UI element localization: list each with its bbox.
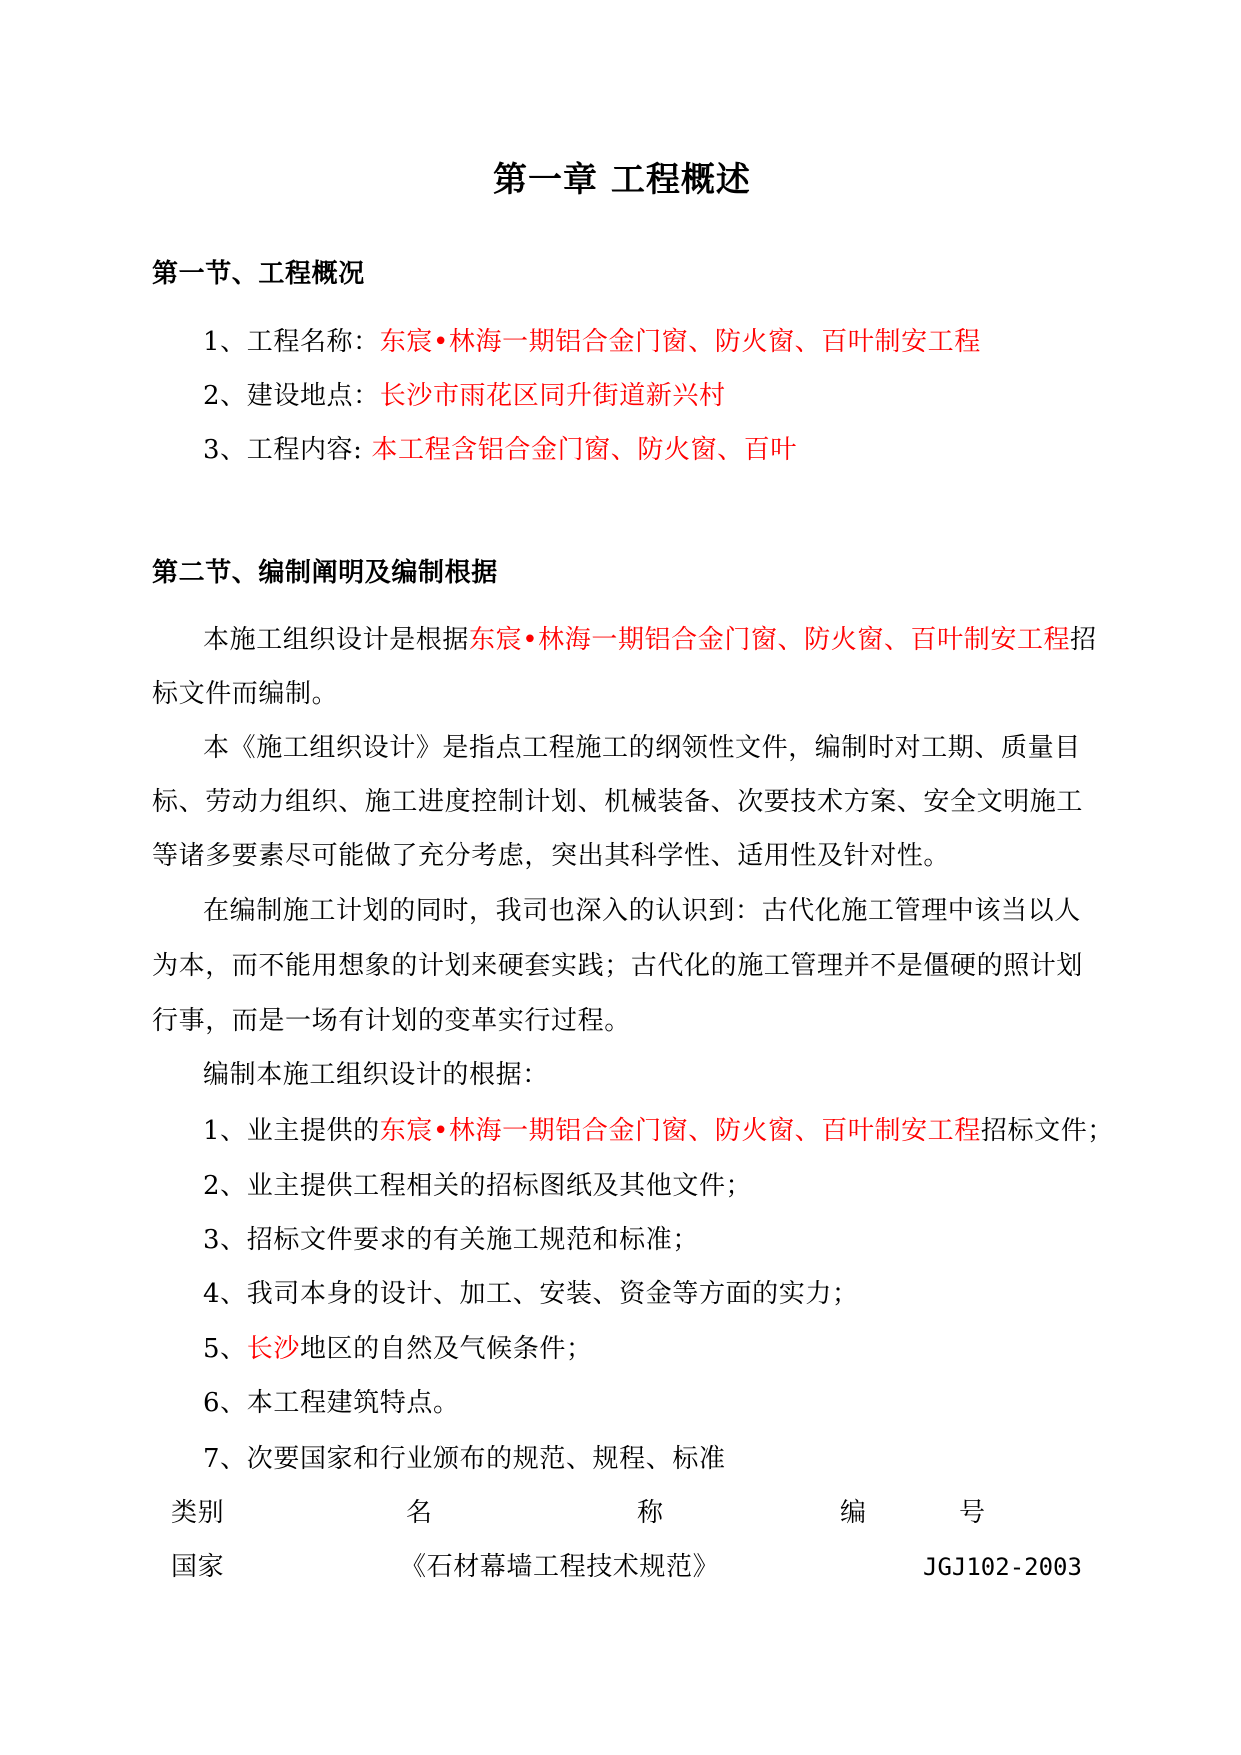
basis-item-text: 地区的自然及气候条件； bbox=[299, 1334, 593, 1364]
basis-item: 7、次要国家和行业颁布的规范、规程、标准 bbox=[203, 1444, 726, 1474]
paragraph3-line: 为本，而不能用想象的计划来硬套实践；古代化的施工管理并不是僵硬的照计划 bbox=[152, 951, 1084, 981]
section1-heading: 第一节、工程概况 bbox=[152, 259, 365, 289]
paragraph1-line bbox=[203, 622, 1097, 658]
overview-item-value: 长沙市雨花区同升街道新兴村 bbox=[379, 381, 726, 411]
overview-item-project-name bbox=[203, 324, 981, 360]
table-header-code-part: 编 bbox=[840, 1498, 867, 1528]
table-cell-code: JGJ102-2003 bbox=[923, 1553, 1082, 1581]
overview-item-location bbox=[203, 378, 726, 414]
basis-item-project-name: 东宸•林海一期铝合金门窗、防火窗、百叶制安工程 bbox=[379, 1116, 981, 1146]
overview-item-value: 东宸•林海一期铝合金门窗、防火窗、百叶制安工程 bbox=[379, 327, 981, 357]
paragraph2-line: 本《施工组织设计》是指点工程施工的纲领性文件，编制时对工期、质量目 bbox=[203, 733, 1081, 763]
chapter-title: 第一章 工程概述 bbox=[493, 160, 751, 200]
paragraph1-text: 招 bbox=[1070, 625, 1097, 655]
paragraph3-line: 在编制施工计划的同时，我司也深入的认识到：古代化施工管理中该当以人 bbox=[203, 896, 1081, 926]
basis-item: 2、业主提供工程相关的招标图纸及其他文件； bbox=[203, 1171, 753, 1201]
paragraph1-line: 标文件而编制。 bbox=[152, 679, 339, 709]
paragraph1-text: 本施工组织设计是根据 bbox=[203, 625, 470, 655]
overview-item-label: 1、工程名称： bbox=[203, 327, 380, 357]
overview-item-label: 3、工程内容: bbox=[203, 435, 372, 465]
table-header-name-part: 名 bbox=[406, 1498, 433, 1528]
table-cell-category: 国家 bbox=[171, 1552, 225, 1582]
paragraph3-line: 行事，而是一场有计划的变革实行过程。 bbox=[152, 1006, 631, 1036]
basis-intro: 编制本施工组织设计的根据： bbox=[203, 1060, 549, 1090]
basis-item: 6、本工程建筑特点。 bbox=[203, 1388, 460, 1418]
basis-item-text: 5、 bbox=[203, 1334, 247, 1364]
overview-item-value: 本工程含铝合金门窗、防火窗、百叶 bbox=[371, 435, 797, 465]
table-header-category: 类别 bbox=[171, 1498, 225, 1528]
paragraph2-line: 等诸多要素尽可能做了充分考虑，突出其科学性、适用性及针对性。 bbox=[152, 841, 951, 871]
basis-item-city: 长沙 bbox=[246, 1334, 300, 1364]
basis-item bbox=[203, 1331, 593, 1367]
basis-item: 4、我司本身的设计、加工、安装、资金等方面的实力； bbox=[203, 1279, 859, 1309]
overview-item-label: 2、建设地点： bbox=[203, 381, 380, 411]
table-header-code-part: 号 bbox=[959, 1498, 986, 1528]
table-header-name-part: 称 bbox=[637, 1498, 664, 1528]
table-cell-name: 《石材幕墙工程技术规范》 bbox=[400, 1552, 720, 1582]
paragraph1-project-name: 东宸•林海一期铝合金门窗、防火窗、百叶制安工程 bbox=[469, 625, 1071, 655]
basis-item bbox=[203, 1113, 1114, 1149]
paragraph2-line: 标、劳动力组织、施工进度控制计划、机械装备、次要技术方案、安全文明施工 bbox=[152, 787, 1084, 817]
basis-item-text: 招标文件； bbox=[980, 1116, 1114, 1146]
overview-item-scope bbox=[203, 432, 797, 468]
basis-item: 3、招标文件要求的有关施工规范和标准； bbox=[203, 1225, 699, 1255]
basis-item-text: 1、业主提供的 bbox=[203, 1116, 380, 1146]
section2-heading: 第二节、编制阐明及编制根据 bbox=[152, 558, 498, 588]
